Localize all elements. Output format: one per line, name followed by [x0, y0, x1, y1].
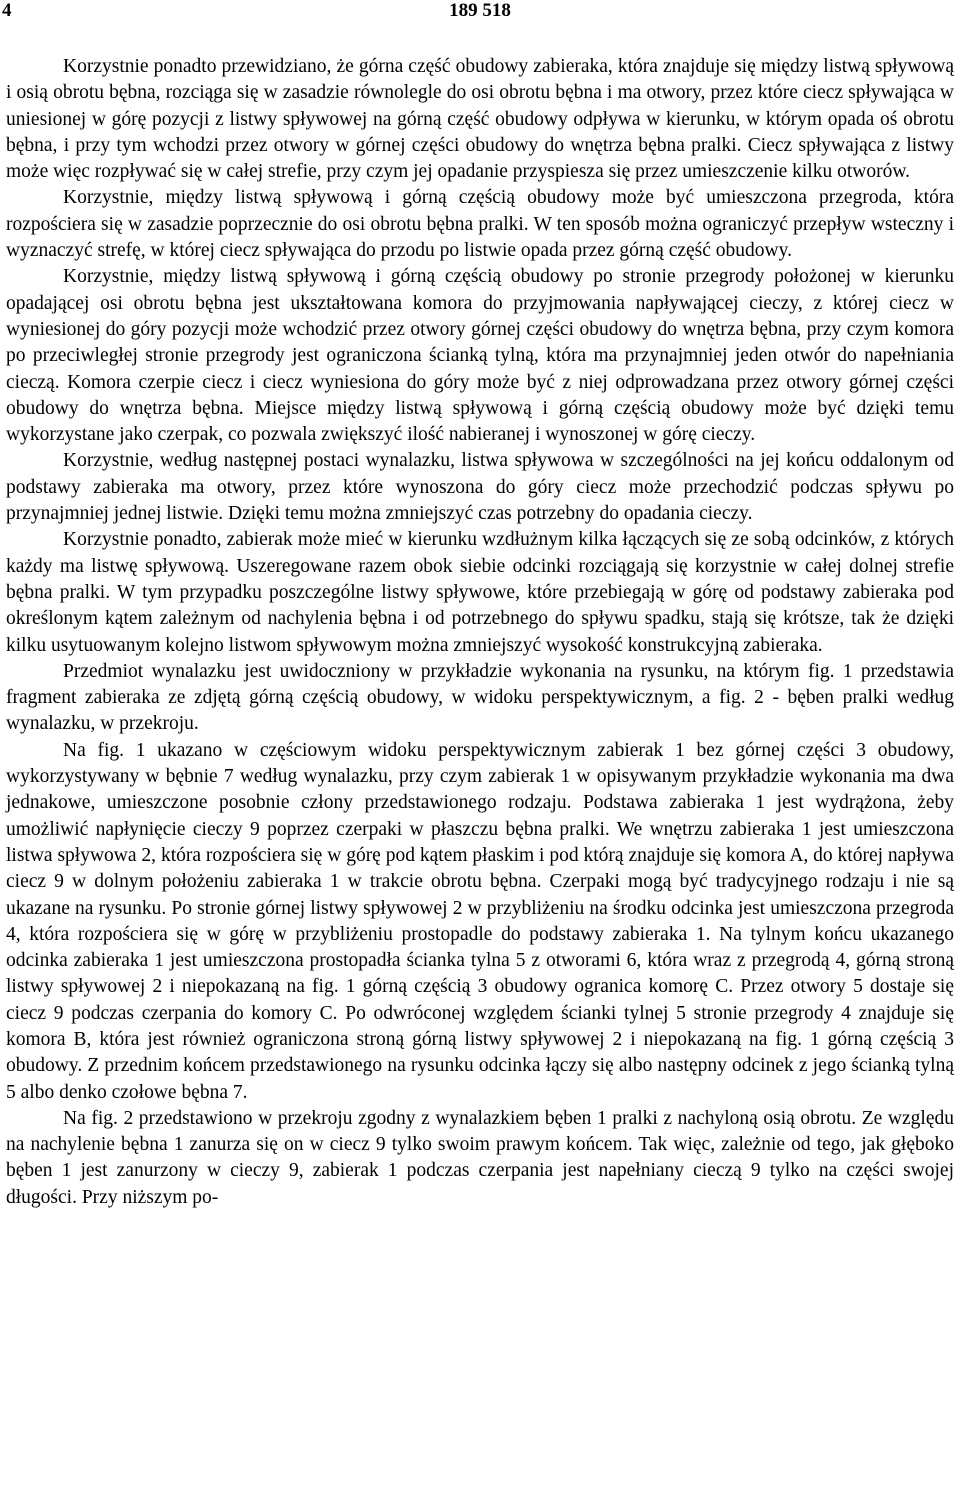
paragraph: Korzystnie ponadto przewidziano, że górna część obudowy zabieraka, która znajduje się między listwą spływową i osią obrotu bębna, rozciąga się w zasadzie równolegle do osi obrotu bębna i ma otwory, przez które ciecz spływająca w uniesionej w górę pozycji z listwy spływowej na górną część obudowy odpływa w kierunku, w którym opada oś obrotu bębna, i przy tym wchodzi przez otwory w górnej części obudowy do wnętrza bębna pralki. Ciecz spływająca z listwy może więc rozpływać się w całej strefie, przy czym jej opadanie przyspiesza się przez umieszczenie kilku otworów.	[6, 56, 954, 183]
paragraph: Na fig. 1 ukazano w częściowym widoku perspektywicznym zabierak 1 bez górnej części 3 obudowy, wykorzystywany w bębnie 7 według wynalazku, przy czym zabierak 1 w opisywanym przykładzie wykonania ma dwa jednakowe, umieszczone posobnie człony przedstawionego rodzaju. Podstawa zabieraka 1 jest wydrążona, żeby umożliwić napłynięcie cieczy 9 poprzez czerpaki w płaszczu bębna pralki. We wnętrzu zabieraka 1 jest umieszczona listwa spływowa 2, która rozpościera się w górę pod kątem płaskim i pod którą znajduje się komora A, do której napływa ciecz 9 w dolnym położeniu zabieraka 1 w trakcie obrotu bębna. Czerpaki mogą być tradycyjnego rodzaju i nie są ukazane na rysunku. Po stronie górnej listwy spływowej 2 w przybliżeniu na środku odcinka jest umieszczona przegroda 4, która rozpościera się w górę w przybliżeniu prostopadle do podstawy zabieraka 1. Na tylnym końcu ukazanego odcinka zabieraka 1 jest umieszczona prostopadła ścianka tylna 5 z otworami 6, która wraz z przegrodą 4, górną stroną listwy spływowej 2 i niepokazaną na fig. 1 górną częścią 3 obudowy ogranica komorę C. Przez otwory 5 dostaje się ciecz 9 podczas czerpania do komory C. Po odwróconej względem ścianki tylnej 5 stronie przegrody 4 znajduje się komora B, która jest również ograniczona stroną górną listwy spływowej 2 i niepokazaną na fig. 1 górną częścią 3 obudowy. Z przednim końcem przedstawionego na rysunku odcinka łączy się albo następny odcinek z jego ścianką tylną 5 albo denko czołowe bębna 7.	[6, 739, 954, 1103]
paragraph: Przedmiot wynalazku jest uwidoczniony w przykładzie wykonania na rysunku, na którym fig. 1 przedstawia fragment zabieraka ze zdjętą górną częścią obudowy, w widoku perspektywicznym, a fig. 2 - bęben pralki według wynalazku, w przekroju.	[6, 660, 954, 735]
paragraph: Korzystnie, między listwą spływową i górną częścią obudowy po stronie przegrody położonej w kierunku opadającej osi obrotu bębna jest ukształtowana komora do przyjmowania napływającej cieczy, z której ciecz w wyniesionej do góry pozycji może wchodzić przez otwory górnej części obudowy do wnętrza bębna, przy czym komora po przeciwległej stronie przegrody jest ograniczona ścianką tylną, która ma przynajmniej jeden otwór do napełniania cieczą. Komora czerpie ciecz i ciecz wyniesiona do góry może być z niej odprowadzana przez otwory górnej części obudowy do wnętrza bębna. Miejsce między listwą spływową i górną częścią obudowy może być dzięki temu wykorzystane jako czerpak, co pozwala zwiększyć ilość nabieranej i wynoszonej w górę cieczy.	[6, 266, 954, 446]
paragraph: Korzystnie, według następnej postaci wynalazku, listwa spływowa w szczególności na jej końcu oddalonym od podstawy zabieraka ma otwory, przez które wynoszona do góry ciecz może przechodzić podczas spływu po przynajmniej jednej listwie. Dzięki temu można zmniejszyć czas potrzebny do opadania cieczy.	[6, 450, 954, 525]
page-number: 4	[2, 0, 12, 21]
patent-number: 189 518	[449, 0, 511, 21]
document-body	[6, 54, 954, 1211]
page-header	[0, 0, 960, 24]
paragraph: Na fig. 2 przedstawiono w przekroju zgodny z wynalazkiem bęben 1 pralki z nachyloną osią obrotu. Ze względu na nachylenie bębna 1 zanurza się on w ciecz 9 tylko swoim prawym końcem. Tak więc, zależnie od tego, jak głęboko bęben 1 jest zanurzony w cieczy 9, zabierak 1 podczas czerpania jest napełniany cieczą 9 tylko na części swojej długości. Przy niższym po-	[6, 1107, 954, 1208]
paragraph: Korzystnie, między listwą spływową i górną częścią obudowy może być umieszczona przegroda, która rozpościera się w zasadzie poprzecznie do osi obrotu bębna pralki. W ten sposób można ograniczyć przepływ wsteczny i wyznaczyć strefę, w której ciecz spływająca do przodu po listwie opada przez górną część obudowy.	[6, 187, 954, 262]
paragraph: Korzystnie ponadto, zabierak może mieć w kierunku wzdłużnym kilka łączących się ze sobą odcinków, z których każdy ma listwę spływową. Uszeregowane razem obok siebie odcinki rozciągają się korzystnie w całej dolnej strefie bębna pralki. W tym przypadku poszczególne listwy spływowe, które przebiegają w górę od podstawy zabieraka pod określonym kątem zależnym od nachylenia bębna i od potrzebnego do spływu spadku, stają się krótsze, tak że dzięki kilku usytuowanym kolejno listwom spływowym można zmniejszyć wysokość konstrukcyjną zabieraka.	[6, 529, 954, 656]
